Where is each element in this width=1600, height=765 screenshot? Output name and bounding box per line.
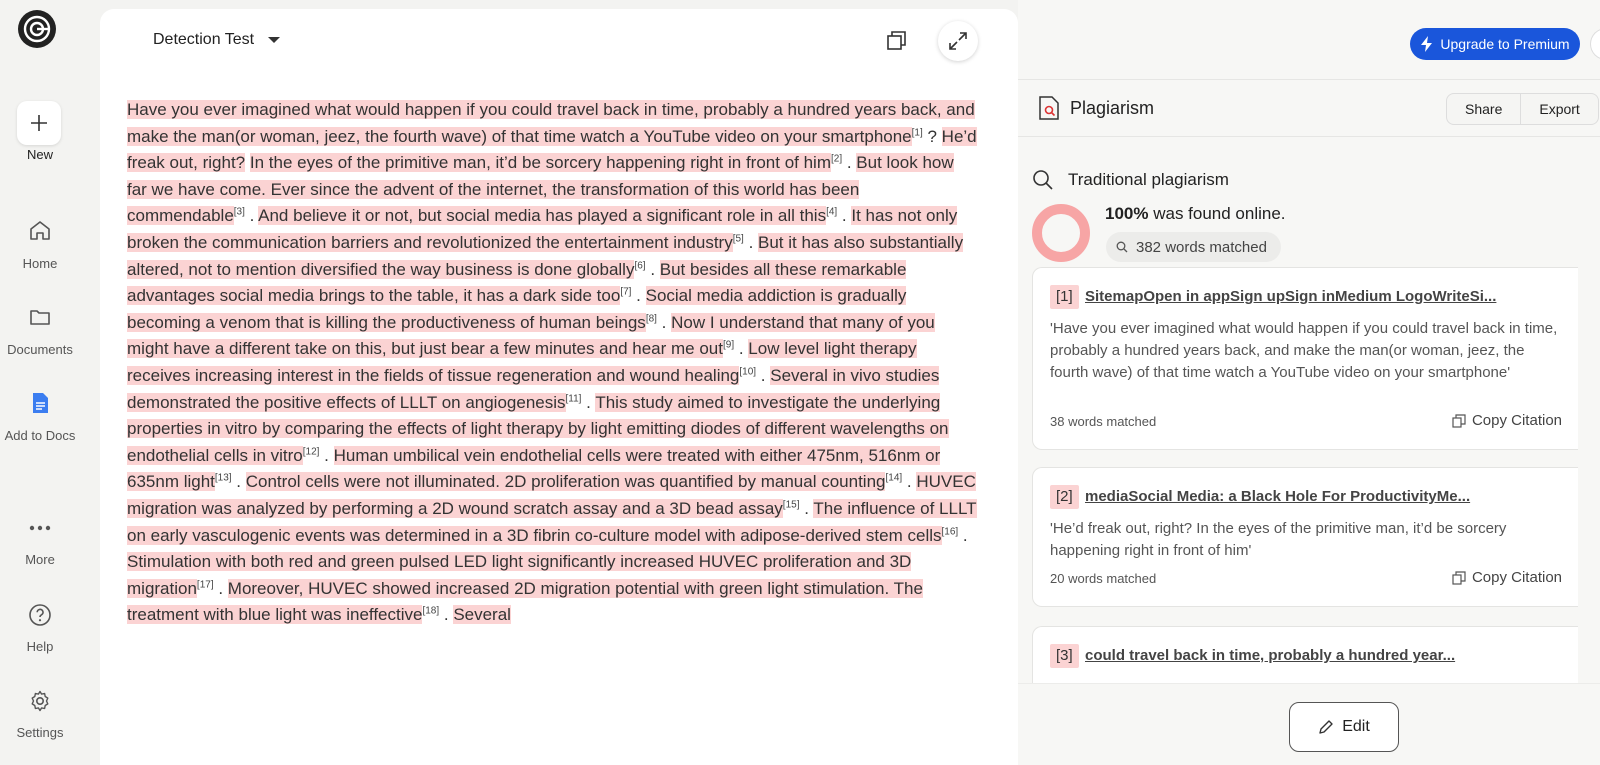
highlighted-sentence[interactable]: Social media addiction is gradually becoming a venom that is killing the productiveness of human beings bbox=[127, 286, 907, 332]
traditional-plagiarism-label: Traditional plagiarism bbox=[1068, 170, 1229, 189]
citation-ref[interactable]: [15] bbox=[782, 499, 800, 511]
copy-citation-button[interactable] bbox=[1452, 569, 1562, 586]
highlighted-sentence[interactable]: Have you ever imagined what would happen if you could travel back in time, probably a hundred years back, and make the man(or woman, jeez, the fourth wave) of that time watch a YouTube video on your smartphone bbox=[127, 100, 975, 146]
expand-arrows-icon bbox=[947, 30, 969, 52]
separator: . bbox=[319, 445, 334, 465]
copy-icon bbox=[1452, 571, 1466, 585]
citation-ref[interactable]: [5] bbox=[732, 233, 744, 245]
separator: . bbox=[656, 312, 672, 332]
highlighted-sentence[interactable]: He’d freak out, right? bbox=[127, 126, 977, 173]
percent-value: 100% bbox=[1105, 204, 1149, 223]
home-icon[interactable] bbox=[28, 218, 52, 242]
citation-ref[interactable]: [16] bbox=[941, 525, 959, 537]
separator: . bbox=[837, 206, 852, 226]
left-sidebar bbox=[0, 0, 100, 765]
source-link[interactable]: mediaSocial Media: a Black Hole For ProductivityMe... bbox=[1085, 488, 1471, 505]
pencil-icon bbox=[1318, 719, 1334, 735]
sidebar-item-add-to-docs[interactable]: Add to Docs bbox=[4, 428, 76, 443]
separator: . bbox=[799, 498, 814, 518]
citation-ref[interactable]: [17] bbox=[196, 579, 214, 591]
highlighted-sentence[interactable]: And believe it or not, but social media has played a significant role in all this bbox=[258, 206, 827, 226]
separator: . bbox=[734, 339, 749, 359]
expand-button[interactable] bbox=[938, 21, 978, 61]
google-docs-icon[interactable] bbox=[28, 391, 52, 415]
new-button[interactable] bbox=[17, 101, 61, 145]
citation-ref[interactable]: [7] bbox=[620, 286, 632, 298]
source-quote: 'Have you ever imagined what would happen if you could travel back in time, probably a hundred years back, and make the man(or woman, jeez, the fourth wave) of that time watch a YouTube video on your smartphone' bbox=[1050, 320, 1558, 381]
highlighted-sentence[interactable]: This study aimed to investigate the underlying properties in vitro by comparing the effects of light therapy by light emitting diodes of different wavelengths on endothelial cells in vitro bbox=[127, 392, 949, 465]
citation-ref[interactable]: [8] bbox=[645, 313, 657, 325]
citation-ref[interactable]: [14] bbox=[885, 472, 903, 484]
plagiarism-title: Plagiarism bbox=[1070, 98, 1155, 118]
share-export-group bbox=[1446, 93, 1599, 125]
source-words-matched: 20 words matched bbox=[1050, 571, 1157, 586]
highlighted-sentence[interactable]: Moreover, HUVEC showed increased 2D migration potential with green light stimulation. The treatment with blue light was ineffective bbox=[127, 578, 923, 625]
highlighted-sentence[interactable]: But it has also substantially altered, not to mention diversified the way business is done globally bbox=[127, 232, 964, 279]
words-matched-badge bbox=[1106, 232, 1281, 262]
plus-icon bbox=[29, 113, 49, 133]
edit-label: Edit bbox=[1342, 718, 1370, 735]
source-card[interactable] bbox=[1032, 267, 1578, 450]
highlighted-sentence[interactable]: It has not only broken the communication barriers and revolutionized the entertainment industry bbox=[127, 206, 958, 252]
citation-ref[interactable]: [6] bbox=[634, 259, 646, 271]
duplicate-window-icon[interactable] bbox=[883, 27, 911, 55]
source-link[interactable]: SitemapOpen in appSign upSign inMedium LogoWriteSi... bbox=[1085, 288, 1497, 305]
avatar[interactable] bbox=[1590, 28, 1600, 60]
words-matched-total: 382 words matched bbox=[1136, 238, 1267, 256]
new-label: New bbox=[26, 147, 53, 162]
highlighted-sentence[interactable]: Several in vivo studies demonstrated the positive effects of LLLT on angiogenesis bbox=[127, 365, 940, 412]
top-bar bbox=[1018, 0, 1600, 80]
separator: . bbox=[756, 365, 771, 385]
citation-ref[interactable]: [1] bbox=[911, 126, 923, 138]
citation-ref[interactable]: [10] bbox=[739, 366, 757, 378]
separator: . bbox=[743, 232, 759, 252]
citation-ref[interactable]: [3] bbox=[233, 206, 245, 218]
share-button[interactable]: Share bbox=[1465, 101, 1503, 117]
source-number: [1] bbox=[1050, 285, 1079, 309]
separator: . bbox=[213, 578, 228, 598]
document-text[interactable] bbox=[127, 97, 977, 629]
document-title-dropdown[interactable] bbox=[153, 31, 280, 49]
plagiarism-header bbox=[1018, 81, 1600, 137]
citation-ref[interactable]: [13] bbox=[214, 472, 232, 484]
upgrade-label: Upgrade to Premium bbox=[1440, 36, 1570, 52]
separator: . bbox=[902, 472, 917, 492]
percent-suffix: was found online. bbox=[1148, 204, 1286, 223]
separator: . bbox=[581, 392, 596, 412]
app-logo-icon[interactable] bbox=[17, 9, 57, 49]
document-title: Detection Test bbox=[153, 31, 255, 48]
copy-citation-button[interactable] bbox=[1452, 412, 1562, 429]
highlighted-sentence[interactable]: Control cells were not illuminated. 2D proliferation was quantified by manual counting bbox=[245, 472, 886, 492]
highlighted-sentence[interactable]: HUVEC migration was analyzed by performing a 2D wound scratch assay and a 3D bead assay bbox=[127, 472, 976, 518]
copy-citation-label: Copy Citation bbox=[1471, 569, 1562, 586]
citation-ref[interactable]: [18] bbox=[422, 605, 440, 617]
copy-icon bbox=[1452, 414, 1466, 428]
citation-ref[interactable]: [4] bbox=[826, 206, 838, 218]
percent-found bbox=[1105, 204, 1286, 224]
sidebar-item-documents[interactable]: Documents bbox=[7, 342, 73, 357]
source-link[interactable]: could travel back in time, probably a hundred year... bbox=[1085, 647, 1456, 664]
highlighted-sentence[interactable]: Several bbox=[453, 605, 511, 625]
plagiarism-score-ring bbox=[1032, 204, 1090, 262]
export-button[interactable]: Export bbox=[1520, 94, 1597, 124]
highlighted-sentence[interactable]: Low level light therapy receives increasing interest in the fields of tissue regeneration and wound healing bbox=[127, 339, 917, 385]
highlighted-sentence[interactable]: Human umbilical vein endothelial cells were treated with either 475nm, 516nm or 635nm light bbox=[127, 445, 941, 492]
source-quote: 'He’d freak out, right? In the eyes of the primitive man, it’d be sorcery happening right in front of him' bbox=[1050, 520, 1507, 559]
highlighted-sentence[interactable]: Now I understand that many of you might have a different take on this, but just bear a few minutes and hear me out bbox=[127, 312, 935, 359]
upgrade-button[interactable] bbox=[1410, 28, 1580, 60]
sidebar-item-more[interactable]: More bbox=[25, 552, 55, 567]
separator: . bbox=[645, 259, 660, 279]
highlighted-sentence[interactable]: Stimulation with both red and green pulsed LED light significantly increased HUVEC proliferation and 3D migration bbox=[127, 552, 912, 598]
lightning-icon bbox=[1420, 36, 1434, 52]
sidebar-item-help[interactable]: Help bbox=[26, 639, 54, 654]
citation-ref[interactable]: [9] bbox=[722, 339, 735, 351]
source-number: [3] bbox=[1050, 644, 1079, 668]
separator: . bbox=[231, 472, 246, 492]
citation-ref[interactable]: [11] bbox=[565, 392, 582, 404]
source-card[interactable] bbox=[1032, 467, 1578, 607]
copy-citation-label: Copy Citation bbox=[1471, 412, 1562, 429]
source-number: [2] bbox=[1050, 485, 1079, 509]
traditional-plagiarism-heading bbox=[1032, 169, 1229, 191]
help-icon[interactable] bbox=[28, 603, 52, 627]
search-icon bbox=[1116, 241, 1128, 253]
sidebar-item-home[interactable]: Home bbox=[22, 256, 58, 271]
source-words-matched: 38 words matched bbox=[1050, 414, 1157, 429]
sidebar-item-settings[interactable]: Settings bbox=[16, 725, 64, 740]
more-dots-icon[interactable] bbox=[28, 516, 52, 540]
highlighted-sentence[interactable]: But besides all these remarkable advantages social media brings to the table, it has a dark side too bbox=[127, 259, 907, 306]
separator: . bbox=[439, 605, 454, 625]
highlighted-sentence[interactable]: The influence of LLLT on early vasculogenic events was determined in a 3D fibrin co-culture model with adipose-derived stem cells bbox=[127, 498, 977, 545]
plagiarism-doc-icon bbox=[1038, 96, 1060, 120]
separator: . bbox=[631, 286, 646, 306]
separator: . bbox=[244, 206, 259, 226]
folder-icon[interactable] bbox=[28, 305, 52, 329]
chevron-down-icon bbox=[268, 37, 280, 43]
highlighted-sentence[interactable]: But look how far we have come. Ever since the advent of the internet, the transformation of this world has been commendable bbox=[127, 153, 954, 226]
citation-ref[interactable]: [2] bbox=[831, 153, 843, 165]
citation-ref[interactable]: [12] bbox=[302, 446, 320, 458]
separator: ? bbox=[922, 126, 942, 146]
editor-panel bbox=[100, 9, 1018, 765]
edit-button[interactable] bbox=[1289, 702, 1399, 752]
search-icon bbox=[1032, 169, 1054, 191]
separator: . bbox=[958, 525, 968, 545]
gear-icon[interactable] bbox=[28, 689, 52, 713]
plagiarism-panel bbox=[1018, 0, 1600, 765]
highlighted-sentence[interactable]: In the eyes of the primitive man, it’d be sorcery happening right in front of him bbox=[249, 153, 831, 173]
separator: . bbox=[842, 153, 857, 173]
